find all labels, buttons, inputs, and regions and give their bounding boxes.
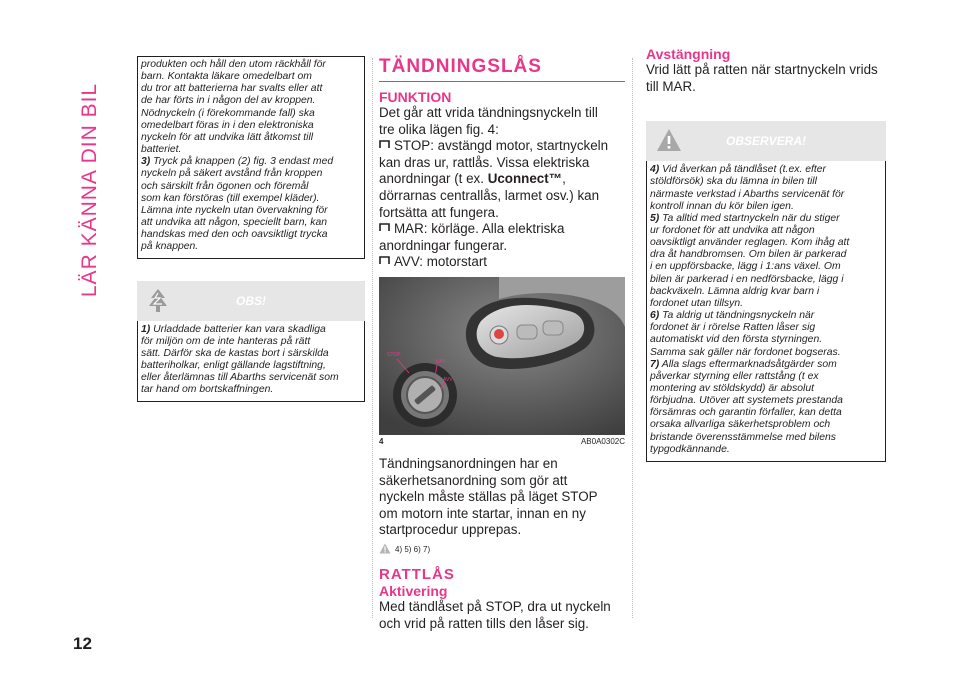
text-line: anordningar (t ex. <box>379 171 488 187</box>
text-line: handskas med den och oavsiktligt trycka <box>141 229 328 241</box>
text-line: sätt. Därför ska de kastas bort i särskilda <box>141 347 329 359</box>
text-line: du tror att batterierna har svalts eller att <box>141 83 323 95</box>
text-line: bilen är parkerad i en nedförsbacke, lägg i <box>650 273 844 285</box>
text-line: nyckeln på säkert avstånd från kroppen <box>141 168 323 180</box>
text-line: och särskilt från ögonen och föremål <box>141 180 309 192</box>
reference-numbers: 4) 5) 6) 7) <box>395 544 431 554</box>
text-line: Samma sak gäller när fordonet bogseras. <box>650 346 841 358</box>
column-middle <box>379 56 625 632</box>
section-title: TÄNDNINGSLÅS <box>379 56 625 82</box>
note-item <box>141 324 361 336</box>
text-line: STOP: avstängd motor, startnyckeln <box>394 138 609 154</box>
avstangning-text <box>646 62 886 95</box>
tree-icon <box>147 288 169 319</box>
text-line: på knappen. <box>141 241 199 253</box>
text-line: omedelbart föras in i den elektroniska <box>141 119 314 131</box>
warning-continued-box <box>137 56 365 259</box>
text-line: Lämna inte nyckeln utan övervakning för <box>141 204 328 216</box>
page-number: 12 <box>73 634 92 653</box>
observera-header <box>646 121 886 161</box>
text-line: fordonet är i rörelse Ratten låser sig <box>650 322 816 334</box>
text-line: Det går att vrida tändningsnyckeln till <box>379 105 598 120</box>
item-number: 4) <box>650 164 660 176</box>
text-line: MAR: körläge. Alla elektriska <box>394 221 565 237</box>
text-line: automatiskt vid den första styrningen. <box>650 334 823 346</box>
note-item <box>650 359 882 371</box>
subsection-title-avstangning: Avstängning <box>646 46 731 62</box>
text-line: Med tändlåset på STOP, dra ut nyckeln <box>379 598 611 614</box>
text-line: dra åt handbromsen. Om bilen är parkerad <box>650 249 847 261</box>
warning-triangle-icon <box>656 128 682 157</box>
text-line: orsaka allvarliga säkerhetsproblem och <box>650 419 831 431</box>
figure-4 <box>379 277 625 446</box>
text-line: försämras och garantin förfaller, kan detta <box>650 407 842 419</box>
text-line: montering av stöldskydd) är absolut <box>650 383 815 394</box>
brand-name: Uconnect™ <box>487 171 563 187</box>
observera-label: OBSERVERA! <box>725 134 806 149</box>
text-line: tre olika lägen fig. 4: <box>379 121 499 137</box>
bullet-avv <box>379 254 625 271</box>
warning-item <box>141 156 361 168</box>
note-item <box>650 164 882 176</box>
text-line: , <box>562 171 566 187</box>
text-line: som kan förstöras (till exempel kläder). <box>141 192 320 204</box>
obs-body <box>137 321 365 403</box>
text-line: för miljön om de inte hanteras på rätt <box>141 335 311 347</box>
text-line: Vrid lätt på ratten när startnyckeln vrids <box>646 62 878 77</box>
text-line: påverkar styrning eller rattstång (t ex <box>650 370 819 382</box>
text-line: anordningar fungerar. <box>379 237 508 253</box>
label-avv: AVV <box>443 376 453 383</box>
text-line: och vrid på ratten tills den låser sig. <box>379 615 589 631</box>
text-line: till MAR. <box>646 78 696 94</box>
text-line: Alla slags eftermarknadsåtgärder som <box>661 358 837 370</box>
text-line: säkerhetsanordning som gör att <box>379 472 568 488</box>
obs-note <box>137 281 365 403</box>
text-line: dörrarnas centrallås, larmet osv.) kan <box>379 187 600 203</box>
bullet-mar <box>379 221 625 238</box>
text-line: fordonet utan tillsyn. <box>650 297 743 309</box>
text-line: batteriet. <box>141 144 182 156</box>
item-number: 7) <box>650 358 660 370</box>
text-line: eller återlämnas till Abarths servicenät som <box>141 372 339 384</box>
bullet-icon <box>379 256 390 265</box>
text-line: fortsätta att fungera. <box>379 204 499 220</box>
text-line: Urladdade batterier kan vara skadliga <box>153 323 326 335</box>
text-line: AVV: motorstart <box>394 254 488 270</box>
warning-triangle-icon <box>379 543 391 556</box>
text-line: Tändningsanordningen har en <box>379 455 558 471</box>
text-line: startprocedur upprepas. <box>379 522 522 538</box>
subsection-title: FUNKTION <box>379 89 452 105</box>
text-line: Ta alltid med startnyckeln när du stiger <box>662 212 840 224</box>
text-line: nyckeln för att undvika lätt åtkomst till <box>141 131 314 143</box>
text-line: Nödnyckeln (i förekommande fall) ska <box>141 107 315 119</box>
text-line: tar hand om bortskaffningen. <box>141 384 274 396</box>
observera-note <box>646 121 886 462</box>
bullet-stop <box>379 138 625 155</box>
text-line: de har förts in i någon del av kroppen. <box>141 95 316 107</box>
column-left <box>137 56 365 402</box>
text-line: nyckeln måste ställas på läget STOP <box>379 489 598 505</box>
figure-code: AB0A0302C <box>580 436 625 446</box>
text-line: Tryck på knappen (2) fig. 3 endast med <box>153 156 334 168</box>
ignition-key-image <box>379 277 625 435</box>
item-number: 5) <box>650 212 660 224</box>
label-mar: MAR <box>435 358 447 365</box>
text-line: kontroll innan du kör bilen igen. <box>650 200 794 212</box>
obs-header <box>137 281 365 321</box>
text-line: bristande överensstämmelse med bilens <box>650 431 836 443</box>
ignition-text <box>379 105 625 271</box>
text-line: typgodkännande. <box>650 443 730 455</box>
observera-body <box>646 161 886 462</box>
item-number: 6) <box>650 310 660 322</box>
text-line: förbjudna. Utöver att systemets prestanda <box>650 395 843 407</box>
label-stop: STOP <box>387 351 401 358</box>
item-number: 3) <box>141 156 151 168</box>
bullet-icon <box>379 223 390 232</box>
text-line: barn. Kontakta läkare omedelbart om <box>141 71 312 83</box>
text-line: batteriholkar, enligt gällande lagstiftning, <box>141 359 326 371</box>
text-line-with-brand <box>379 171 625 188</box>
text-line: om motorn inte startar, innan en ny <box>379 505 586 521</box>
text-line: ur fordonet för att undvika att någon <box>650 224 815 236</box>
warning-references <box>379 543 625 556</box>
item-number: 1) <box>141 323 151 335</box>
column-divider <box>632 58 633 618</box>
bullet-icon <box>379 140 390 149</box>
side-chapter-title: LÄR KÄNNA DIN BIL <box>78 82 102 298</box>
aktivering-text <box>379 599 625 632</box>
text-line: stöldförsök) ska du lämna in bilen till <box>650 176 817 188</box>
safety-text <box>379 456 625 539</box>
note-item <box>650 213 882 225</box>
text-line: backväxeln. Lämna aldrig kvar barn i <box>650 285 820 297</box>
text-line: oavsiktligt använder reglagen. Kom ihåg att <box>650 237 850 249</box>
text-line: Vid åverkan på tändlåset (t.ex. efter <box>662 164 826 176</box>
section-title-rattlas: RATTLÅS <box>379 565 455 583</box>
subsection-title-aktivering: Aktivering <box>379 582 448 599</box>
figure-number: 4 <box>379 436 384 446</box>
text-line: Ta aldrig ut tändningsnyckeln när <box>662 310 815 322</box>
text-line: produkten och håll den utom räckhåll för <box>141 59 326 70</box>
obs-label: OBS! <box>236 293 266 308</box>
note-item <box>650 310 882 322</box>
column-divider <box>372 58 373 618</box>
column-right <box>646 46 886 462</box>
text-line: i en uppförsbacke, lägg i 1:ans växel. Om <box>650 261 841 273</box>
text-line: kan dras ur, rattlås. Vissa elektriska <box>379 154 590 170</box>
text-line: att undvika att någon, speciellt barn, kan <box>141 217 327 229</box>
figure-caption <box>379 437 625 446</box>
text-line: närmaste verkstad i Abarths servicenät för <box>650 188 845 200</box>
